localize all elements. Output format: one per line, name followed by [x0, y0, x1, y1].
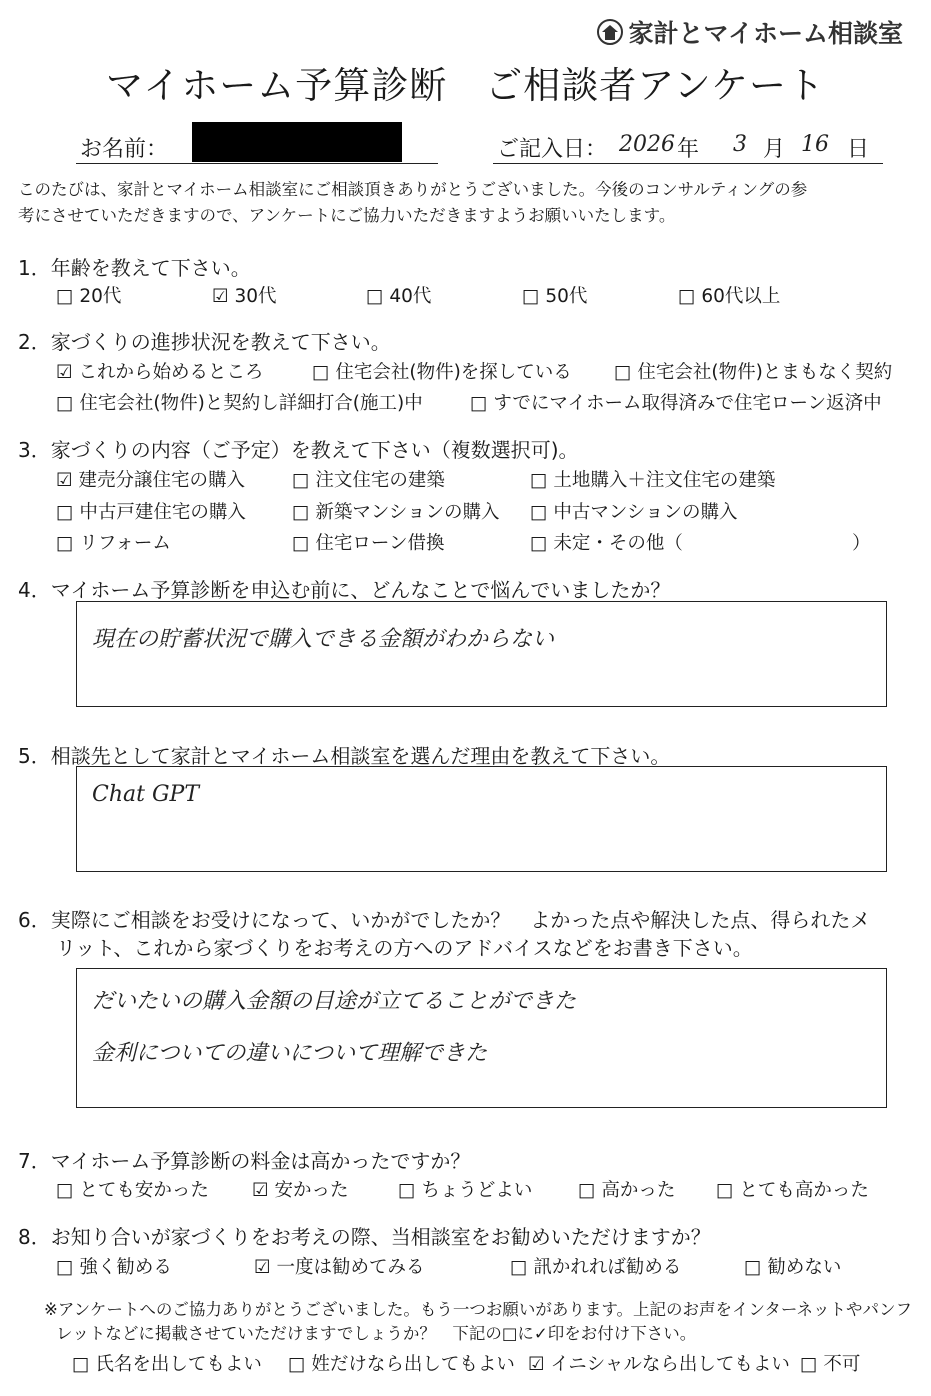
note-line: レットなどに掲載させていただけますでしょうか？ 下記の□に✓印をお付け下さい。 — [56, 1324, 697, 1343]
q1-option[interactable]: □ 50代 — [522, 286, 588, 307]
q5-answer: Chat GPT — [92, 782, 200, 807]
date-day-unit: 日 — [847, 137, 870, 162]
name-field — [76, 128, 438, 164]
date-label: ご記入日： — [497, 137, 608, 162]
q4-answer: 現在の貯蓄状況で購入できる金額がわからない — [92, 627, 555, 652]
q3-option[interactable]: ☑ 建売分譲住宅の購入 — [56, 470, 245, 491]
q1-option[interactable]: □ 40代 — [366, 286, 432, 307]
q5-text: 5．相談先として家計とマイホーム相談室を選んだ理由を教えて下さい。 — [18, 744, 671, 768]
consent-option[interactable]: ☑ イニシャルなら出してもよい — [528, 1354, 790, 1375]
q8-option[interactable]: □ 強く勧める — [56, 1257, 172, 1278]
q6-text: 6．実際にご相談をお受けになって、いかがでしたか？ よかった点や解決した点、得られたメ — [18, 908, 871, 932]
q3-option[interactable]: □ リフォーム — [56, 533, 171, 554]
q2-option[interactable]: □ 住宅会社(物件)とまもなく契約 — [614, 362, 893, 383]
q6-answer-line: だいたいの購入金額の目途が立てることができた — [92, 989, 577, 1014]
q4-answer-box[interactable] — [76, 601, 887, 707]
q3-option[interactable]: □ 注文住宅の建築 — [292, 470, 445, 491]
q1-option[interactable]: □ 60代以上 — [678, 286, 781, 307]
intro-text — [18, 177, 807, 229]
intro-line: このたびは、家計とマイホーム相談室にご相談頂きありがとうございました。今後のコンサルティングの参 — [18, 180, 808, 199]
q8-option[interactable]: ☑ 一度は勧めてみる — [254, 1257, 425, 1278]
q8-text: 8．お知り合いが家づくりをお考えの際、当相談室をお勧めいただけますか？ — [18, 1225, 711, 1249]
note-line: ※アンケートへのご協力ありがとうございました。もう一つお願いがあります。上記のお声をインターネットやパンフ — [44, 1300, 913, 1319]
date-month-unit: 月 — [763, 137, 786, 162]
q1-option[interactable]: □ 20代 — [56, 286, 122, 307]
date-year: 2026 — [619, 132, 675, 157]
q3-option[interactable]: □ 中古マンションの購入 — [530, 502, 738, 523]
q3-text: 3．家づくりの内容（ご予定）を教えて下さい（複数選択可)。 — [18, 438, 579, 462]
q6-text: リット、これから家づくりをお考えの方へのアドバイスなどをお書き下さい。 — [56, 936, 753, 960]
consent-option[interactable]: □ 姓だけなら出してもよい — [288, 1354, 515, 1375]
q7-text: 7．マイホーム予算診断の料金は高かったですか？ — [18, 1149, 471, 1173]
date-year-unit: 年 — [677, 137, 700, 162]
date-field — [493, 128, 883, 164]
q3-option[interactable]: □ 住宅ローン借換 — [292, 533, 445, 554]
q3-option[interactable]: □ 土地購入＋注文住宅の建築 — [530, 470, 776, 491]
date-month: 3 — [733, 132, 747, 157]
q2-option[interactable]: □ 住宅会社(物件)と契約し詳細打合(施工)中 — [56, 393, 423, 414]
q1-text: 1．年齢を教えて下さい。 — [18, 256, 251, 280]
q1-option[interactable]: ☑ 30代 — [212, 286, 277, 307]
brand-logo — [597, 14, 903, 50]
q8-option[interactable]: □ 訊かれれば勧める — [510, 1257, 682, 1278]
q2-option[interactable]: ☑ これから始めるところ — [56, 362, 264, 383]
q7-option[interactable]: □ とても高かった — [716, 1180, 869, 1201]
q2-option[interactable]: □ 住宅会社(物件)を探している — [312, 362, 572, 383]
consent-option[interactable]: □ 不可 — [800, 1354, 861, 1375]
date-day: 16 — [801, 132, 829, 157]
name-label: お名前： — [80, 137, 169, 162]
q2-text: 2．家づくりの進捗状況を教えて下さい。 — [18, 330, 391, 354]
q2-option[interactable]: □ すでにマイホーム取得済みで住宅ローン返済中 — [470, 393, 882, 414]
name-redaction — [192, 122, 402, 162]
q3-option[interactable]: □ 新築マンションの購入 — [292, 502, 500, 523]
q7-option[interactable]: □ ちょうどよい — [398, 1180, 533, 1201]
consent-option[interactable]: □ 氏名を出してもよい — [72, 1354, 262, 1375]
page-title: マイホーム予算診断 ご相談者アンケート — [105, 64, 826, 107]
q4-text: 4．マイホーム予算診断を申込む前に、どんなことで悩んでいましたか？ — [18, 578, 671, 602]
q7-option[interactable]: □ 高かった — [578, 1180, 676, 1201]
q7-option[interactable]: □ とても安かった — [56, 1180, 209, 1201]
q3-option[interactable]: □ 未定・その他（ — [530, 533, 683, 554]
brand-name: 家計とマイホーム相談室 — [628, 19, 903, 48]
q3-option-close: ） — [852, 533, 871, 554]
q6-answer-line: 金利についての違いについて理解できた — [92, 1041, 488, 1066]
q7-option[interactable]: ☑ 安かった — [252, 1180, 349, 1201]
q3-option[interactable]: □ 中古戸建住宅の購入 — [56, 502, 246, 523]
intro-line: 考にさせていただきますので、アンケートにご協力いただきますようお願いいたします。 — [18, 206, 676, 225]
q8-option[interactable]: □ 勧めない — [744, 1257, 842, 1278]
house-icon — [597, 19, 623, 45]
